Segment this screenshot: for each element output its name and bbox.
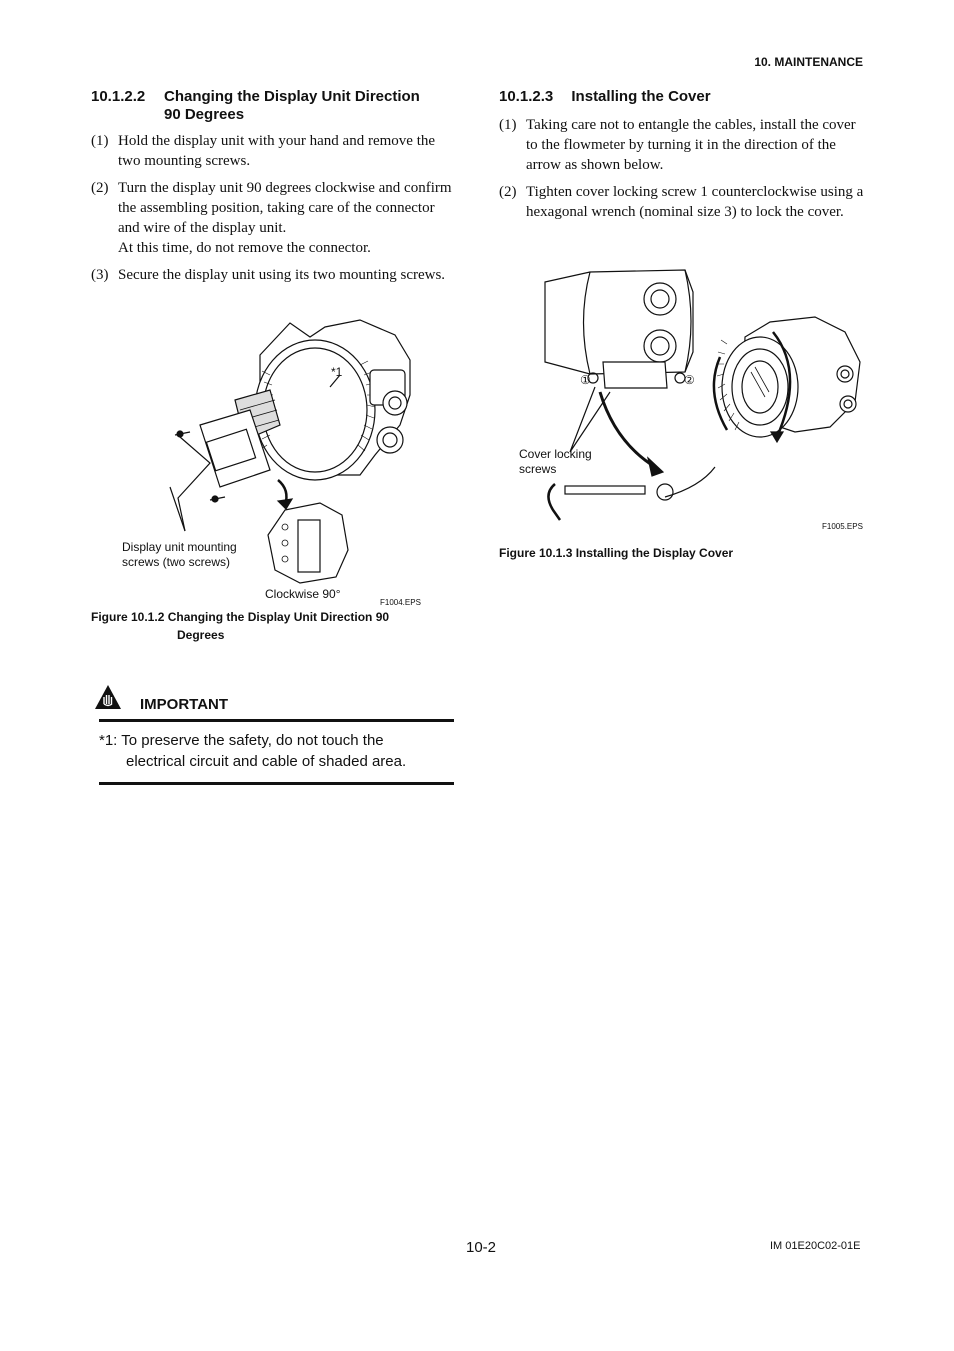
heading-10-1-2-2 [91,88,461,124]
clockwise-label: Clockwise 90° [265,587,341,601]
cover-illustration [515,262,870,532]
list-item [91,131,456,171]
cover-label-line-2: screws [519,462,557,476]
important-bottom-rule [99,782,454,785]
step-number: (1) [499,117,517,133]
figure-install-cover [515,262,870,532]
list-item [499,115,864,175]
mounting-screws-label [122,540,237,570]
step-number: (2) [91,180,109,196]
mounting-label-line-2: screws (two screws) [122,555,231,569]
list-item [499,182,864,222]
heading-line-1: Changing the Display Unit Direction [164,88,420,105]
list-item [91,265,456,285]
important-line-1: *1: To preserve the safety, do not touch the [99,732,384,749]
right-steps [499,115,864,229]
step-number: (2) [499,184,517,200]
marker-2: ② [684,373,695,387]
step-text: Tighten cover locking screw 1 counterclockwise using a hexagonal wrench (nominal size 3) to lock the cover. [526,184,864,220]
eps-label-f1005: F1005.EPS [822,522,863,531]
cover-label-line-1: Cover locking [519,447,592,461]
figure-display-direction [110,315,440,615]
important-text [99,730,454,772]
heading-number: 10.1.2.3 [499,88,554,105]
important-top-rule [99,719,454,722]
step-number: (1) [91,133,109,149]
section-header: 10. MAINTENANCE [754,55,863,69]
figure-caption-10-1-3: Figure 10.1.3 Installing the Display Cover [499,546,734,560]
figure-caption-10-1-2 [91,608,456,644]
heading-number: 10.1.2.2 [91,88,146,105]
step-text: Taking care not to entangle the cables, install the cover to the flowmeter by turning it in the direction of the arrow as shown below. [526,117,856,173]
important-line-2: electrical circuit and cable of shaded area. [126,753,407,770]
mounting-label-line-1: Display unit mounting [122,540,237,554]
list-item [91,178,456,258]
display-unit-illustration [110,315,440,615]
step-text: Hold the display unit with your hand and remove the two mounting screws. [118,133,436,169]
caption-line-2: Degrees [177,628,225,642]
page-number: 10-2 [466,1239,497,1256]
step-number: (3) [91,267,109,283]
document-id: IM 01E20C02-01E [770,1240,861,1252]
cover-locking-label [519,447,592,477]
heading-10-1-2-3 [499,88,869,106]
step-text: Secure the display unit using its two mounting screws. [118,267,446,283]
asterisk-label: *1 [331,365,343,379]
step-note: At this time, do not remove the connector. [118,240,371,256]
step-text: Turn the display unit 90 degrees clockwise and confirm the assembling position, taking care of the connector and wire of the display unit. [118,180,452,236]
heading-line-2: 90 Degrees [164,106,245,123]
left-steps [91,131,456,292]
important-title: IMPORTANT [140,696,229,713]
eps-label-f1004: F1004.EPS [380,598,421,607]
heading-text: Installing the Cover [571,88,711,105]
warning-hand-icon [94,684,122,710]
marker-1: ① [580,373,591,387]
caption-line-1: Figure 10.1.2 Changing the Display Unit Direction 90 [91,610,390,624]
